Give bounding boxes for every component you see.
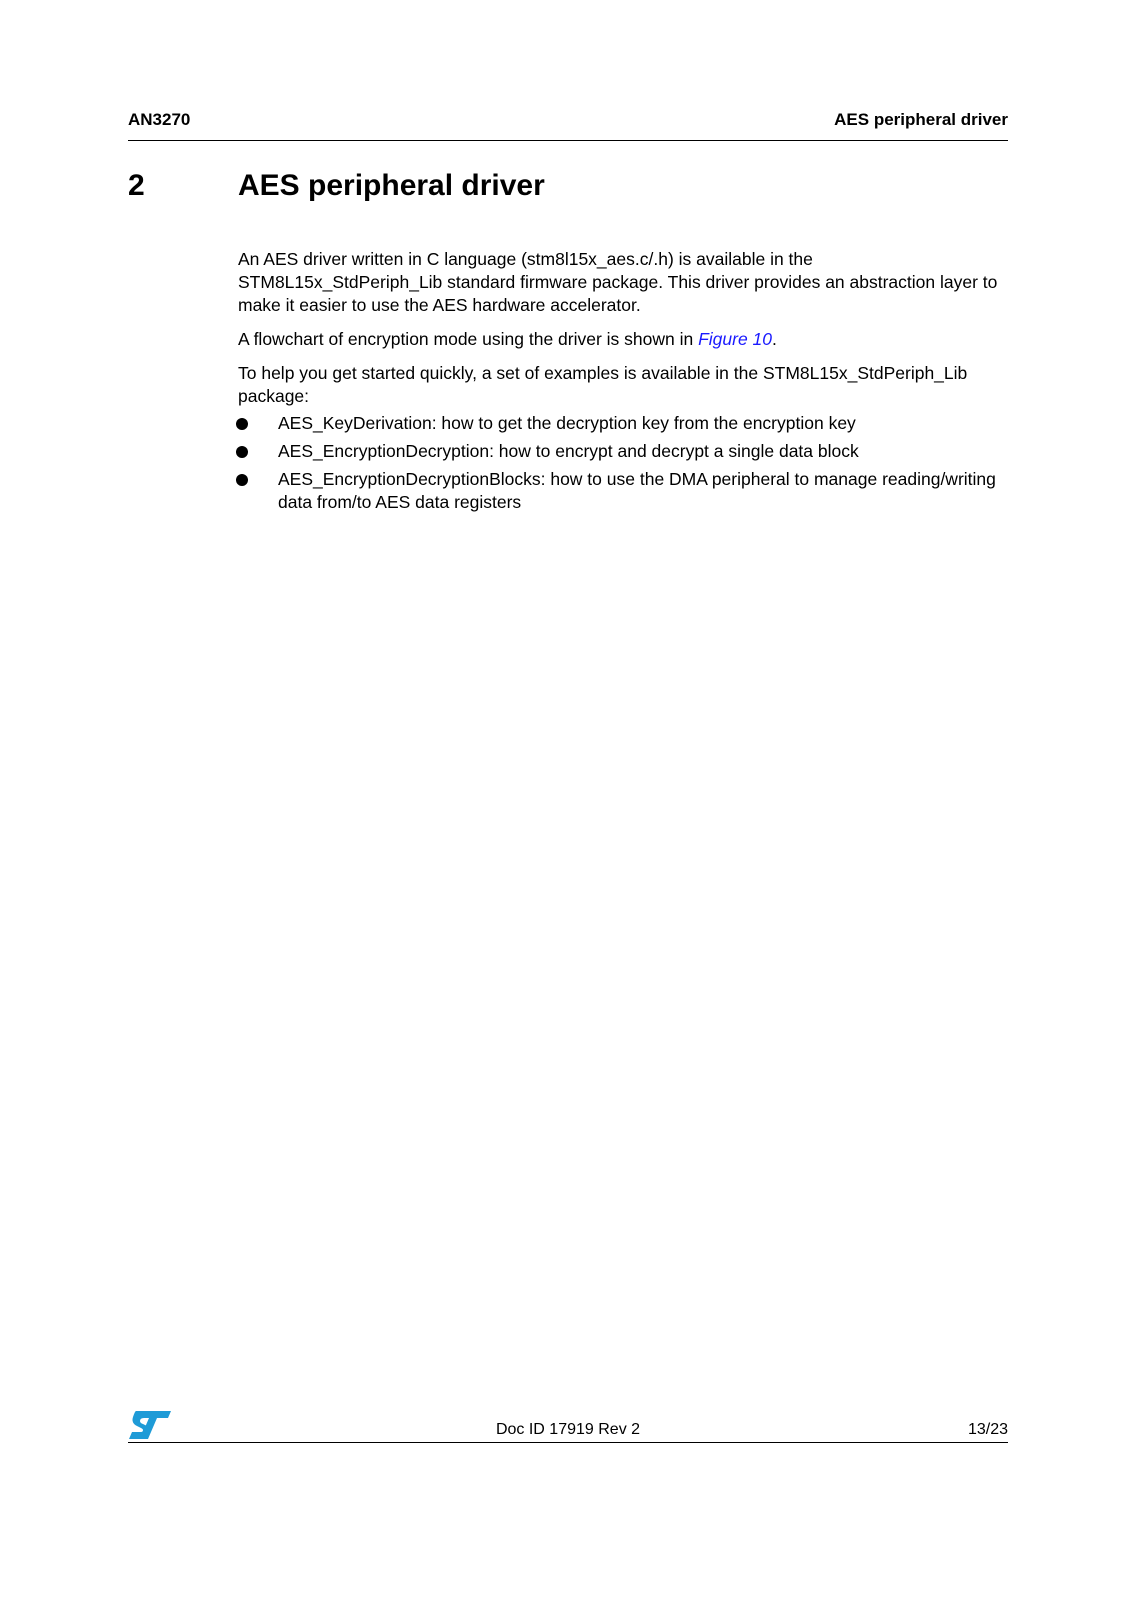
paragraph-examples: To help you get started quickly, a set of examples is available in the STM8L15x_StdPeriph_Lib package: xyxy=(238,363,968,406)
section-number: 2 xyxy=(128,169,145,202)
page-header xyxy=(128,108,1008,141)
doc-id: Doc ID 17919 Rev 2 xyxy=(495,1421,641,1438)
section-content xyxy=(238,248,1008,519)
list-item xyxy=(238,412,1008,435)
list-item xyxy=(238,468,1008,514)
bullet-icon xyxy=(236,474,248,486)
section-heading xyxy=(128,166,1008,206)
bullet-icon xyxy=(236,418,248,430)
page-footer xyxy=(128,1410,1008,1443)
section-title: AES peripheral driver xyxy=(238,169,545,202)
doc-code: AN3270 xyxy=(128,110,191,129)
examples-list xyxy=(238,412,1008,514)
figure-link[interactable]: Figure 10 xyxy=(698,329,773,349)
list-item xyxy=(238,440,1008,463)
page-number: 13/23 xyxy=(967,1421,1008,1438)
paragraph-flowchart xyxy=(238,328,1008,351)
paragraph-intro: An AES driver written in C language (stm8l15x_aes.c/.h) is available in the STM8L15x_StdPeriph_Lib standard firmware package. This driver provides an abstraction layer to make it easier to use the AES hardware accelerator. xyxy=(238,249,998,315)
bullet-icon xyxy=(236,446,248,458)
list-item-text: AES_KeyDerivation: how to get the decryption key from the encryption key xyxy=(278,413,856,433)
flowchart-suffix: . xyxy=(772,329,777,349)
list-item-text: AES_EncryptionDecryptionBlocks: how to use the DMA peripheral to manage reading/writing data from/to AES data registers xyxy=(278,469,996,512)
flowchart-text: A flowchart of encryption mode using the driver is shown in xyxy=(238,329,699,349)
list-item-text: AES_EncryptionDecryption: how to encrypt and decrypt a single data block xyxy=(278,441,859,461)
header-section-title: AES peripheral driver xyxy=(834,110,1008,129)
